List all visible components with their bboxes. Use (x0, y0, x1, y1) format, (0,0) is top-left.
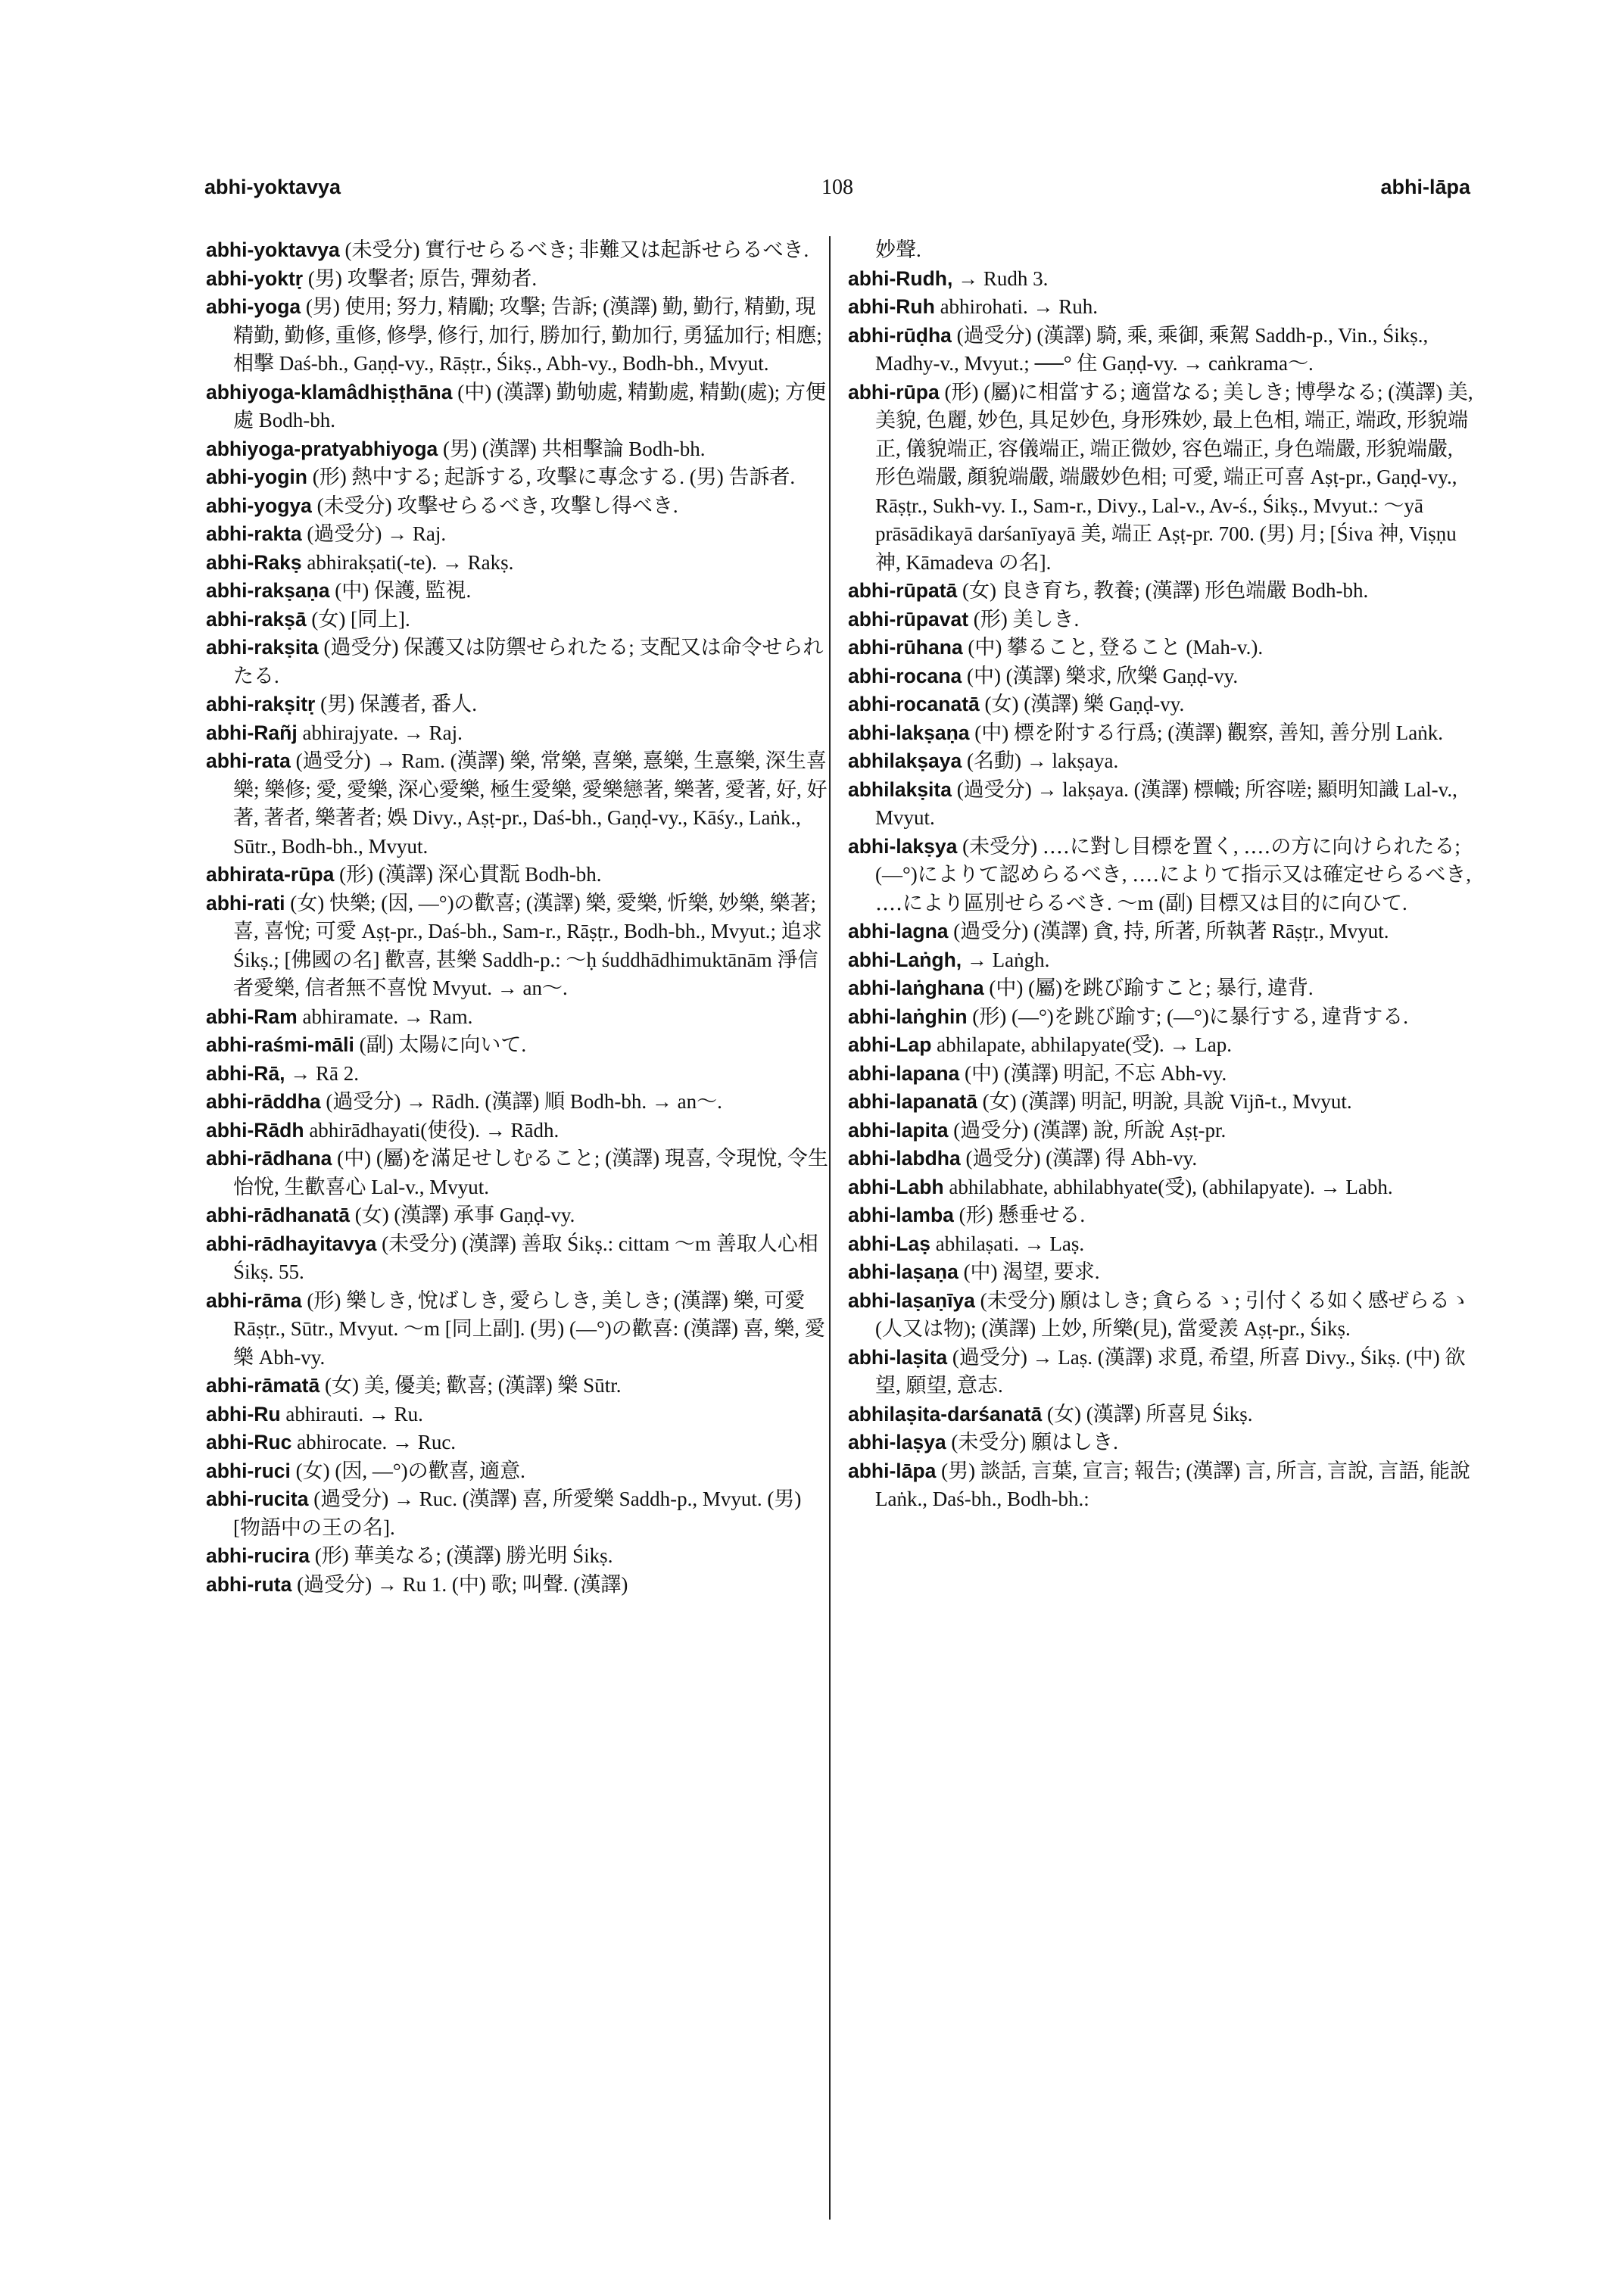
entry-definition: (過受分) → Raj. (307, 522, 447, 545)
entry-definition: (女) (漢譯) 明記, 明說, 具說 Vijñ-t., Mvyut. (982, 1090, 1352, 1113)
dictionary-entry (848, 606, 1475, 634)
entry-definition: (男) (漢譯) 共相擊論 Bodh-bh. (443, 437, 706, 460)
dictionary-entry (848, 293, 1475, 322)
entry-headword: abhi-Rā, (206, 1061, 285, 1085)
entry-headword: abhi-ruta (206, 1572, 292, 1596)
entry-headword: abhi-rati (206, 891, 285, 914)
entry-definition: (未受分) ‥‥に對し目標を置く, ‥‥の方に向けられたる; (—°)によりて認めらるべき, ‥‥によりて指示又は確定せらるべき, ‥‥により區別せらるべき. ～m (副) 目標又は目的に向ひて. (875, 834, 1472, 914)
dictionary-entry (848, 265, 1475, 294)
entry-headword: abhi-rakṣaṇa (206, 579, 330, 602)
entry-headword: abhi-rūpa (848, 380, 940, 403)
dictionary-entry (848, 1201, 1475, 1230)
entry-headword: abhi-lāpa (848, 1459, 937, 1482)
entry-definition: (男) 保護者, 番人. (320, 693, 478, 715)
entry-headword: abhiyoga-pratyabhiyoga (206, 437, 438, 460)
page-number: 108 (821, 176, 853, 199)
entry-definition: (女) 美, 優美; 歡喜; (漢譯) 樂 Sūtr. (324, 1374, 622, 1397)
entry-headword: abhirata-rūpa (206, 863, 335, 886)
entry-definition: (未受分) 願はしき; 貪らるゝ; 引付くる如く感ぜらるゝ(人又は物); (漢譯) 上妙, 所樂(見), 當愛羨 Aṣṭ-pr., Śikṣ. (875, 1288, 1470, 1340)
entry-headword: abhi-rāmatā (206, 1374, 320, 1397)
entry-definition: abhirocate. → Ruc. (297, 1431, 457, 1453)
entry-definition: (過受分) → Rādh. (漢譯) 順 Bodh-bh. → an～. (326, 1090, 722, 1113)
entry-headword: abhi-Rudh, (848, 266, 953, 290)
dictionary-entry (206, 1060, 833, 1089)
dictionary-entry (206, 520, 833, 549)
dictionary-entry (206, 435, 833, 464)
entry-definition: (中) (屬)を滿足せしむること; (漢譯) 現喜, 令現悅, 令生怡悅, 生歡喜心 Lal-v., Mvyut. (233, 1147, 828, 1198)
column-divider (829, 236, 831, 2220)
entry-definition: (女) [同上]. (311, 607, 410, 631)
dictionary-entry (206, 1003, 833, 1032)
entry-definition: (過受分) (漢譯) 貪, 持, 所著, 所執著 Rāṣṭr., Mvyut. (953, 920, 1389, 942)
entry-definition: (中) 攀ること, 登ること (Mah-v.). (968, 636, 1264, 659)
dictionary-entry (206, 549, 833, 578)
dictionary-entry (206, 379, 833, 435)
dictionary-entry (848, 719, 1475, 748)
dictionary-entry (206, 1117, 833, 1145)
entry-headword: abhi-lakṣya (848, 834, 958, 858)
dictionary-entry (848, 1400, 1475, 1429)
dictionary-entry (206, 463, 833, 492)
entry-headword: abhi-Ruc (206, 1431, 292, 1453)
entry-headword: abhi-rūpavat (848, 607, 969, 631)
entry-headword: abhi-Lap (848, 1033, 932, 1056)
entry-headword: abhi-labdha (848, 1147, 961, 1170)
right-column (848, 236, 1475, 1514)
dictionary-entry (206, 1372, 833, 1400)
entry-definition: (過受分) 保護又は防禦せられたる; 支配又は命令せられたる. (233, 636, 824, 687)
entry-headword: abhi-Ru (206, 1402, 281, 1425)
entry-definition: (形) 懸垂せる. (959, 1204, 1086, 1226)
dictionary-entry (206, 1145, 833, 1201)
dictionary-entry (848, 577, 1475, 606)
dictionary-entry (206, 492, 833, 521)
entry-definition: (中) (漢譯) 勤劬處, 精勤處, 精勤(處); 方便處 Bodh-bh. (233, 380, 826, 431)
dictionary-entry (848, 322, 1475, 379)
entry-headword: abhi-rūḍha (848, 323, 952, 347)
dictionary-entry (848, 918, 1475, 946)
entry-definition: (女) 良き育ち, 教養; (漢譯) 形色端嚴 Bodh-bh. (962, 579, 1369, 602)
dictionary-entry (206, 1428, 833, 1457)
entry-headword: abhi-laṣya (848, 1431, 946, 1453)
dictionary-entry (206, 1485, 833, 1542)
entry-headword: abhi-Laṣ (848, 1232, 930, 1255)
dictionary-entry (206, 1400, 833, 1429)
entry-definition: (形) 美しき. (973, 607, 1080, 631)
dictionary-entry (848, 690, 1475, 719)
dictionary-entry (206, 1542, 833, 1571)
entry-headword: abhi-rādhayitavya (206, 1232, 377, 1255)
dictionary-entry (206, 1287, 833, 1372)
dictionary-entry (206, 1571, 833, 1600)
entry-definition: (副) 太陽に向いて. (359, 1033, 527, 1056)
dictionary-entry (206, 1201, 833, 1230)
entry-headword: abhi-lakṣaṇa (848, 721, 970, 744)
entry-headword: abhilaṣita-darśanatā (848, 1402, 1043, 1425)
entry-definition: (過受分) → Ram. (漢譯) 樂, 常樂, 喜樂, 憙樂, 生憙樂, 深生喜樂; 樂修; 愛, 愛樂, 深心愛樂, 極生愛樂, 愛樂戀著, 樂著, 愛著, 好, 好著, 著者, 樂著者; 娛 Divy., Aṣṭ-pr., Daś-bh., Gaṇḍ-vy., Kāśy., Laṅk., Sūtr., Bodh-bh., Mvyut. (233, 749, 828, 858)
entry-definition: (未受分) 實行せらるべき; 非難又は起訴せらるべき. (344, 238, 809, 261)
entry-definition: (過受分) → Laṣ. (漢譯) 求覓, 希望, 所喜 Divy., Śikṣ. (中) 欲望, 願望, 意志. (875, 1345, 1466, 1397)
dictionary-entry (848, 1230, 1475, 1259)
entry-definition: (男) 使用; 努力, 精勵; 攻擊; 告訴; (漢譯) 勤, 勤行, 精勤, 現精勤, 勤修, 重修, 修學, 修行, 加行, 勝加行, 勤加行, 勇猛加行; 相應; 相擊 Daś-bh., Gaṇḍ-vy., Rāṣṭr., Śikṣ., Abh-vy., Bodh-bh., Mvyut. (233, 295, 822, 375)
entry-headword: abhi-rucita (206, 1488, 309, 1510)
entry-definition: (過受分) → lakṣaya. (漢譯) 標幟; 所容嗟; 顯明知識 Lal-v., Mvyut. (875, 777, 1457, 829)
entry-definition: (過受分) (漢譯) 騎, 乘, 乘御, 乘駕 Saddh-p., Vin., Śikṣ., Madhy-v., Mvyut.; ──° 住 Gaṇḍ-vy. → caṅkrama～. (875, 323, 1429, 375)
entry-headword: abhi-laṣaṇīya (848, 1288, 975, 1312)
entry-definition: (中) (漢譯) 明記, 不忘 Abh-vy. (965, 1061, 1227, 1085)
left-column (206, 236, 833, 1599)
dictionary-entry (848, 946, 1475, 975)
dictionary-entry (848, 662, 1475, 691)
entry-headword: abhi-Rañj (206, 721, 298, 744)
dictionary-entry (848, 833, 1475, 918)
entry-headword: abhi-lapana (848, 1061, 960, 1085)
entry-definition: abhirakṣati(-te). → Rakṣ. (307, 550, 514, 574)
entry-definition: → Rā 2. (290, 1061, 360, 1085)
entry-headword: abhi-laṅghin (848, 1005, 968, 1028)
entry-definition: (未受分) 攻擊せらるべき, 攻擊し得べき. (316, 494, 678, 517)
dictionary-entry (848, 1145, 1475, 1173)
entry-headword: abhi-lagna (848, 920, 949, 942)
entry-headword: abhi-laṣaṇa (848, 1260, 959, 1283)
entry-headword: abhi-Ram (206, 1005, 298, 1028)
entry-headword: abhi-Laṅgh, (848, 948, 962, 971)
entry-definition: → Rudh 3. (958, 266, 1049, 290)
dictionary-entry (206, 1088, 833, 1117)
entry-headword: abhi-laṣita (848, 1345, 948, 1369)
dictionary-entry (206, 265, 833, 294)
dictionary-entry (848, 236, 1475, 265)
dictionary-entry (848, 1258, 1475, 1287)
entry-definition: (形) (屬)に相當する; 適當なる; 美しき; 博學なる; (漢譯) 美, 美貌, 色麗, 妙色, 具足妙色, 身形殊妙, 最上色相, 端正, 端政, 形貌端正, 儀貌端正, 容儀端正, 端正微妙, 容色端正, 身色端嚴, 形貌端嚴, 形色端嚴, 顏貌端嚴, 端嚴妙色相; 可愛, 端正可喜 Aṣṭ-pr., Gaṇḍ-vy., Rāṣṭr., Sukh-vy. I., Sam-r., Divy., Lal-v., Av-ś., Śikṣ., Mvyut.: ～yā prāsādikayā darśanīyayā 美, 端正 Aṣṭ-pr. 700. (男) 月; [Śiva 神, Viṣṇu 神, Kāmadeva の名]. (875, 380, 1473, 574)
entry-headword: abhi-rūpatā (848, 579, 958, 602)
entry-definition: abhirajyate. → Raj. (302, 721, 463, 744)
dictionary-entry (848, 634, 1475, 662)
entry-definition: → Laṅgh. (966, 948, 1050, 971)
entry-definition: (男) 談話, 言葉, 宣言; 報告; (漢譯) 言, 所言, 言說, 言語, 能說 Laṅk., Daś-bh., Bodh-bh.: (875, 1459, 1471, 1510)
entry-headword: abhi-yoga (206, 295, 301, 318)
entry-definition: (過受分) (漢譯) 說, 所說 Aṣṭ-pr. (953, 1118, 1227, 1142)
right-guide-word: abhi-lāpa (1380, 176, 1470, 198)
dictionary-entry (848, 1173, 1475, 1202)
dictionary-entry (206, 1230, 833, 1287)
entry-headword: abhi-yogin (206, 466, 307, 488)
entry-headword: abhi-lapanatā (848, 1090, 977, 1113)
entry-definition: (過受分) → Ruc. (漢譯) 喜, 所愛樂 Saddh-p., Mvyut. (男) [物語中の王の名]. (233, 1488, 802, 1539)
entry-headword: abhi-laṅghana (848, 977, 984, 999)
entry-definition: (女) (漢譯) 樂 Gaṇḍ-vy. (984, 693, 1185, 715)
entry-headword: abhi-rakṣitṛ (206, 693, 316, 715)
dictionary-entry (206, 577, 833, 606)
entry-definition: (中) 標を附する行爲; (漢譯) 觀察, 善知, 善分別 Laṅk. (974, 721, 1443, 744)
entry-definition: (過受分) (漢譯) 得 Abh-vy. (965, 1147, 1198, 1170)
dictionary-entry (848, 1031, 1475, 1060)
entry-definition: (未受分) (漢譯) 善取 Śikṣ.: cittam ～m 善取人心相 Śikṣ. 55. (233, 1232, 818, 1283)
dictionary-entry (206, 889, 833, 1003)
entry-headword: abhi-rādhana (206, 1147, 332, 1170)
entry-definition: abhirohati. → Ruh. (940, 295, 1099, 318)
dictionary-entry (206, 747, 833, 861)
dictionary-entry (848, 1457, 1475, 1514)
entry-definition: (形) (漢譯) 深心貫翫 Bodh-bh. (339, 863, 602, 886)
entry-definition: (形) (—°)を跳び踰す; (—°)に暴行する, 違背する. (972, 1005, 1409, 1028)
entry-definition: (未受分) 願はしき. (951, 1431, 1118, 1453)
entry-headword: abhi-rata (206, 749, 291, 772)
entry-definition: (中) 渴望, 要求. (963, 1260, 1100, 1283)
dictionary-entry (848, 1428, 1475, 1457)
entry-definition: abhilaṣati. → Laṣ. (935, 1232, 1085, 1255)
entry-definition: (形) 華美なる; (漢譯) 勝光明 Śikṣ. (314, 1544, 613, 1567)
entry-definition: (中) (屬)を跳び踰すこと; 暴行, 違背. (989, 977, 1314, 999)
entry-headword: abhi-raśmi-māli (206, 1033, 354, 1056)
entry-headword: abhi-yoktṛ (206, 266, 304, 290)
dictionary-entry (848, 747, 1475, 776)
entry-headword: abhi-Rakṣ (206, 550, 302, 574)
entry-headword: abhi-ruci (206, 1459, 291, 1482)
entry-definition: (女) (漢譯) 所喜見 Śikṣ. (1047, 1402, 1253, 1425)
page-header (204, 176, 1470, 206)
entry-headword: abhiyoga-klamâdhiṣṭhāna (206, 380, 453, 403)
entry-definition: abhirauti. → Ru. (285, 1402, 423, 1425)
dictionary-entry (206, 293, 833, 379)
dictionary-entry (206, 1457, 833, 1486)
entry-definition: abhirādhayati(使役). → Rādh. (309, 1118, 560, 1142)
entry-headword: abhi-rakṣā (206, 607, 307, 631)
entry-definition: abhiramate. → Ram. (302, 1005, 473, 1028)
entry-headword: abhi-rucira (206, 1544, 310, 1567)
entry-headword: abhi-rocanatā (848, 693, 980, 715)
entry-definition: (女) (因, —°)の歡喜, 適意. (295, 1459, 525, 1482)
entry-headword: abhi-Ruh (848, 295, 935, 318)
dictionary-entry (206, 719, 833, 748)
entry-definition: (過受分) → Ru 1. (中) 歌; 叫聲. (漢譯) (297, 1572, 628, 1596)
dictionary-entry (848, 379, 1475, 578)
entry-definition: (中) (漢譯) 樂求, 欣樂 Gaṇḍ-vy. (966, 664, 1239, 687)
entry-headword: abhi-rāddha (206, 1090, 321, 1113)
dictionary-entry (848, 1003, 1475, 1032)
entry-headword: abhi-rakṣita (206, 636, 319, 659)
entry-definition: abhilapate, abhilapyate(受). → Lap. (937, 1033, 1233, 1056)
entry-definition: 妙聲. (875, 238, 921, 261)
entry-headword: abhi-rocana (848, 664, 962, 687)
entry-headword: abhi-lamba (848, 1204, 954, 1226)
entry-headword: abhi-rakta (206, 522, 302, 545)
entry-definition: (形) 樂しき, 悅ばしき, 愛らしき, 美しき; (漢譯) 樂, 可愛 Rāṣṭr., Sūtr., Mvyut. ～m [同上副]. (男) (—°)の歡喜: (漢譯) 喜, 樂, 愛樂 Abh-vy. (233, 1288, 825, 1369)
entry-headword: abhi-yogya (206, 494, 312, 517)
dictionary-entry (848, 1287, 1475, 1344)
dictionary-entry (848, 974, 1475, 1003)
dictionary-entry (206, 861, 833, 889)
entry-headword: abhilakṣita (848, 777, 952, 801)
dictionary-entry (848, 1060, 1475, 1089)
entry-definition: (名動) → lakṣaya. (967, 749, 1119, 772)
dictionary-entry (848, 1088, 1475, 1117)
entry-headword: abhi-rādhanatā (206, 1204, 350, 1226)
dictionary-entry (206, 1031, 833, 1060)
entry-definition: abhilabhate, abhilabhyate(受), (abhilapyate). → Labh. (949, 1175, 1393, 1198)
dictionary-entry (848, 1344, 1475, 1400)
entry-headword: abhi-Rādh (206, 1118, 304, 1142)
dictionary-entry (848, 1117, 1475, 1145)
entry-definition: (形) 熱中する; 起訴する, 攻擊に專念する. (男) 告訴者. (312, 466, 796, 488)
entry-definition: (女) (漢譯) 承事 Gaṇḍ-vy. (354, 1204, 575, 1226)
dictionary-entry (206, 690, 833, 719)
entry-headword: abhi-rūhana (848, 636, 963, 659)
entry-headword: abhi-Labh (848, 1175, 944, 1198)
entry-definition: (男) 攻擊者; 原告, 彈劾者. (307, 266, 538, 290)
entry-headword: abhi-yoktavya (206, 238, 340, 261)
dictionary-entry (206, 606, 833, 634)
dictionary-entry (848, 776, 1475, 833)
entry-headword: abhilakṣaya (848, 749, 962, 772)
entry-headword: abhi-rāma (206, 1288, 302, 1312)
dictionary-entry (206, 236, 833, 265)
entry-definition: (女) 快樂; (因, —°)の歡喜; (漢譯) 樂, 愛樂, 忻樂, 妙樂, 樂著; 喜, 喜悅; 可愛 Aṣṭ-pr., Daś-bh., Sam-r., Rāṣṭr., Bodh-bh., Mvyut.; 追求 Śikṣ.; [佛國の名] 歡喜, 甚樂 Saddh-p.: ～ḥ śuddhādhimuktānām 淨信者愛樂, 信者無不喜悅 Mvyut. → an～. (233, 891, 822, 999)
entry-headword: abhi-lapita (848, 1118, 949, 1142)
entry-definition: (中) 保護, 監視. (335, 579, 472, 602)
dictionary-entry (206, 634, 833, 690)
left-guide-word: abhi-yoktavya (204, 176, 341, 198)
